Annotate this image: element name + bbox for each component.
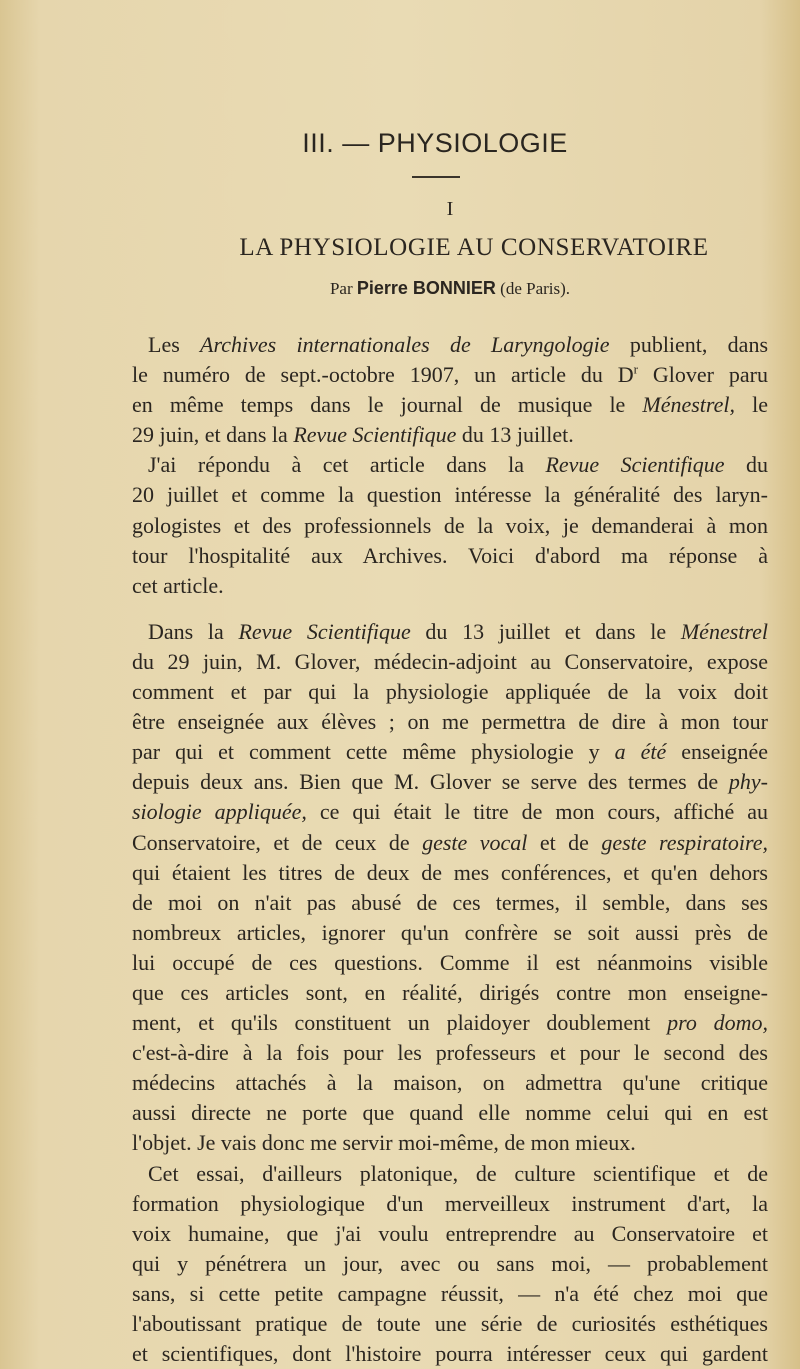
byline bbox=[0, 278, 800, 299]
text-line: Dans la Revue Scientifique du 13 juillet et dans le Ménestrel bbox=[148, 618, 769, 644]
text-line: ment, et qu'ils constituent un plaidoyer doublement pro domo, bbox=[132, 1010, 768, 1036]
text-line: c'est-à-dire à la fois pour les professeurs et pour le second des bbox=[132, 1040, 768, 1066]
text-line: que ces articles sont, en réalité, dirigés contre mon enseigne- bbox=[132, 979, 768, 1005]
text-line: Cet essai, d'ailleurs platonique, de culture scientifique et de bbox=[148, 1160, 768, 1186]
text-line: comment et par qui la physiologie appliquée de la voix doit bbox=[132, 679, 768, 705]
text-line: qui y pénétrera un jour, avec ou sans moi, — probablement bbox=[132, 1250, 768, 1276]
text-line: formation physiologique d'un merveilleux instrument d'art, la bbox=[132, 1190, 768, 1216]
text-line: et scientifiques, dont l'histoire pourra intéresser ceux qui gardent bbox=[132, 1341, 768, 1367]
text-line: du 29 juin, M. Glover, médecin-adjoint au Conservatoire, expose bbox=[132, 648, 768, 674]
text-line: être enseignée aux élèves ; on me permettra de dire à mon tour bbox=[132, 709, 768, 735]
section-title: III. — PHYSIOLOGIE bbox=[302, 128, 568, 158]
title-divider bbox=[412, 176, 460, 178]
text-line: en même temps dans le journal de musique le Ménestrel, le bbox=[132, 392, 768, 418]
text-line: Conservatoire, et de ceux de geste vocal et de geste respiratoire, bbox=[132, 829, 768, 855]
text-line: siologie appliquée, ce qui était le titre de mon cours, affiché au bbox=[132, 799, 768, 825]
paragraph-gap bbox=[132, 601, 768, 617]
text-line: nombreux articles, ignorer qu'un confrère se soit aussi près de bbox=[132, 919, 768, 945]
text-line: aussi directe ne porte que quand elle nomme celui qui en est bbox=[132, 1100, 768, 1126]
text-line: depuis deux ans. Bien que M. Glover se serve des termes de phy- bbox=[132, 769, 768, 795]
text-line: voix humaine, que j'ai voulu entreprendre au Conservatoire et bbox=[132, 1220, 768, 1246]
text-line: l'aboutissant pratique de toute une série de curiosités esthétiques bbox=[132, 1311, 768, 1336]
text-line: tour l'hospitalité aux Archives. Voici d'abord ma réponse à bbox=[132, 542, 768, 568]
text-line: qui étaient les titres de deux de mes conférences, et qu'en dehors bbox=[132, 859, 768, 885]
text-line: 20 juillet et comme la question intéresse la généralité des laryn- bbox=[132, 482, 768, 508]
text-line: par qui et comment cette même physiologie y a été enseignée bbox=[132, 739, 769, 765]
author-name: Pierre BONNIER bbox=[356, 278, 496, 298]
byline-prefix: Par bbox=[329, 279, 357, 298]
text-line: de moi on n'ait pas abusé de ces termes, il semble, dans ses bbox=[132, 889, 768, 915]
text-line: sans, si cette petite campagne réussit, — n'a été chez moi que bbox=[132, 1280, 768, 1306]
text-line: cet article. bbox=[132, 572, 224, 598]
text-line: lui occupé de ces questions. Comme il est néanmoins visible bbox=[132, 949, 768, 975]
byline-suffix: (de Paris). bbox=[495, 279, 571, 298]
text-line: 29 juin, et dans la Revue Scientifique du 13 juillet. bbox=[132, 422, 574, 448]
text-line: Les Archives internationales de Laryngologie publient, dans bbox=[148, 332, 769, 357]
article-number: I bbox=[446, 198, 454, 220]
text-line: le numéro de sept.-octobre 1907, un article du $D^r$ Glover paru bbox=[132, 361, 769, 388]
article-title: LA PHYSIOLOGIE AU CONSERVATOIRE bbox=[239, 234, 709, 261]
text-line: l'objet. Je vais donc me servir moi-même, de mon mieux. bbox=[132, 1130, 636, 1156]
text-line: médecins attachés à la maison, on admettra qu'une critique bbox=[132, 1070, 768, 1096]
article-body bbox=[132, 330, 768, 1369]
text-line: J'ai répondu à cet article dans la Revue Scientifique du bbox=[148, 452, 769, 478]
text-line: gologistes et des professionnels de la voix, je demanderai à mon bbox=[132, 512, 768, 538]
